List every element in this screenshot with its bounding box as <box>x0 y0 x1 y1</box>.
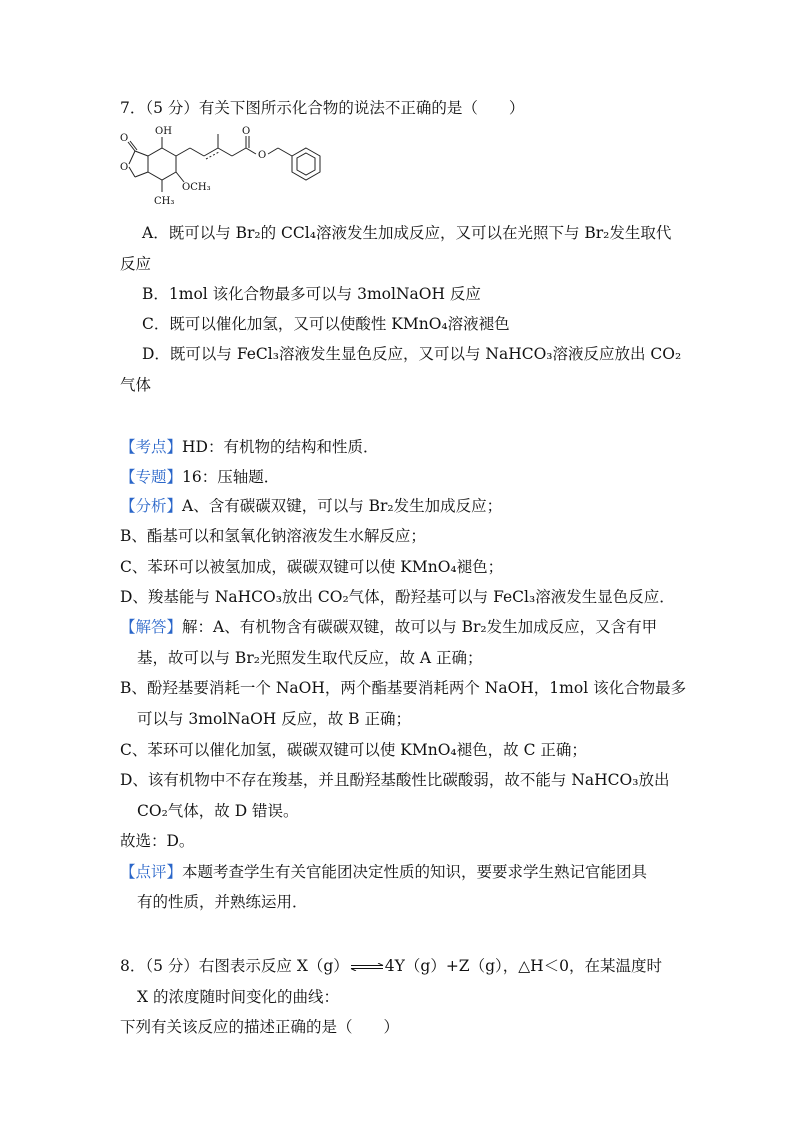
jieda-tag: 【解答】 <box>120 618 183 636</box>
fenxi-line <box>120 495 502 517</box>
dianping-tag: 【点评】 <box>120 863 183 881</box>
jieda-b1: B、酚羟基要消耗一个 NaOH，两个酯基要消耗两个 NaOH，1mol 该化合物最多 <box>120 679 687 697</box>
answer-choice: 故选：D。 <box>120 832 195 850</box>
jieda-d2: CO₂气体，故 D 错误。 <box>137 802 299 820</box>
ester-carbonyl-o-label: O <box>242 126 251 137</box>
zhuanti-tag: 【专题】 <box>120 468 183 486</box>
fenxi-tag: 【分析】 <box>120 497 183 515</box>
zhuanti-text: 16：压轴题． <box>182 468 280 486</box>
q8-stem-3: 下列有关该反应的描述正确的是（ ） <box>120 1018 400 1036</box>
oh-label: OH <box>155 126 172 137</box>
compound-structure <box>118 124 358 216</box>
jieda-d1: D、该有机物中不存在羧基，并且酚羟基酸性比碳酸弱，故不能与 NaHCO₃放出 <box>120 771 670 789</box>
q7-option-a: A．既可以与 Br₂的 CCl₄溶液发生加成反应，又可以在光照下与 Br₂发生取代 <box>142 224 672 242</box>
fenxi-c: C、苯环可以被氢加成，碳碳双键可以使 KMnO₄褪色； <box>120 558 504 576</box>
carbonyl-o-label: O <box>120 133 129 144</box>
fenxi-b: B、酯基可以和氢氧化钠溶液发生水解反应； <box>120 527 426 545</box>
q7-stem: 7．（5 分）有关下图所示化合物的说法不正确的是（ ） <box>120 99 525 117</box>
jieda-line <box>120 616 657 638</box>
jieda-a2: 基，故可以与 Br₂光照发生取代反应，故 A 正确； <box>137 649 483 667</box>
fenxi-a: A、含有碳碳双键，可以与 Br₂发生加成反应； <box>182 497 503 515</box>
q7-option-c: C．既可以催化加氢，又可以使酸性 KMnO₄溶液褪色 <box>142 315 510 333</box>
zhuanti-line <box>120 466 279 488</box>
kaodian-text: HD：有机物的结构和性质． <box>182 438 379 456</box>
q7-option-d-cont: 气体 <box>120 376 152 394</box>
ring-o-label: O <box>120 162 129 173</box>
q8-stem <box>120 955 662 977</box>
dianping-2: 有的性质，并熟练运用． <box>137 893 308 911</box>
q8-stem-a: 8．（5 分）右图表示反应 X（g） <box>120 957 349 975</box>
q7-option-b: B．1mol 该化合物最多可以与 3molNaOH 反应 <box>142 285 481 303</box>
dianping-line <box>120 861 647 883</box>
equilibrium-arrow-icon <box>349 963 385 971</box>
jieda-a1: 解：A、有机物含有碳碳双键，故可以与 Br₂发生加成反应，又含有甲 <box>182 618 658 636</box>
jieda-c: C、苯环可以催化加氢，碳碳双键可以使 KMnO₄褪色，故 C 正确； <box>120 741 587 759</box>
kaodian-line <box>120 436 378 458</box>
ester-o-label: O <box>258 150 267 161</box>
q8-stem-2: X 的浓度随时间变化的曲线： <box>137 988 339 1006</box>
q7-option-d: D．既可以与 FeCl₃溶液发生显色反应，又可以与 NaHCO₃溶液反应放出 CO₂ <box>142 345 682 363</box>
q8-stem-b: 4Y（g）+Z（g），△H＜0，在某温度时 <box>384 957 663 975</box>
jieda-b2: 可以与 3molNaOH 反应，故 B 正确； <box>137 710 411 728</box>
fenxi-d: D、羧基能与 NaHCO₃放出 CO₂气体，酚羟基可以与 FeCl₃溶液发生显色反应． <box>120 588 675 606</box>
och3-label: OCH₃ <box>182 182 211 193</box>
q7-option-a-cont: 反应 <box>120 255 152 273</box>
ch3-label: CH₃ <box>154 196 175 207</box>
kaodian-tag: 【考点】 <box>120 438 183 456</box>
dianping-1: 本题考查学生有关官能团决定性质的知识，要要求学生熟记官能团具 <box>182 863 648 881</box>
